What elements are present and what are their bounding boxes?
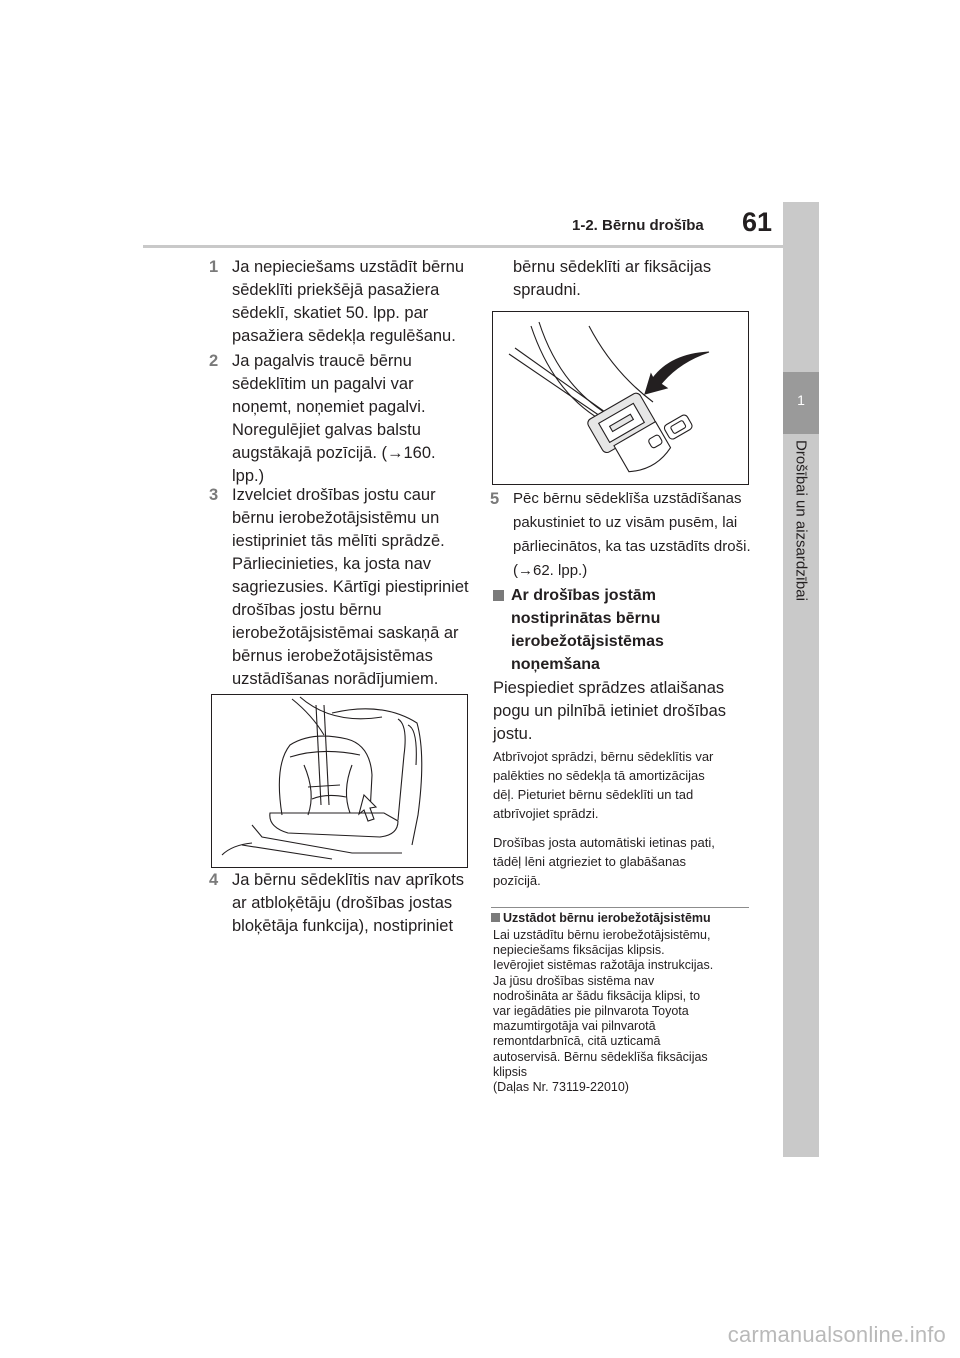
text-line: Ja pagalvis traucē bērnu [232,352,412,370]
text-line: lpp.) [232,467,265,485]
text-line: Ja nepieciešams uzstādīt bērnu [232,258,465,276]
text-line: bērnu ierobežotājsistēmu un [232,509,440,527]
text-line: (→62. lpp.) [513,562,588,579]
text-line: sēdeklī, skatiet 50. lpp. par [232,304,429,322]
text-line: Piespiediet sprādzes atlaišanas [493,679,725,697]
text-line: sagriezusies. Kārtīgi piestipriniet [232,578,469,596]
text-line: Drošības josta automātiski ietinas pati, [493,835,715,850]
text-line: palēkties no sēdekļa tā amortizācijas [493,768,705,783]
text-line: sēdeklītim un pagalvi var [232,375,414,393]
step-number: 3 [209,486,219,504]
text-line: Izvelciet drošības jostu caur [232,486,436,504]
text-line: uzstādīšanas norādījumiem. [232,670,439,688]
note-divider [491,907,749,908]
chapter-side-bar [783,202,819,1157]
step-number: 5 [490,490,500,508]
step-number: 2 [209,352,219,370]
text-line: jostu. [493,725,533,743]
bullet-square-icon [493,590,504,601]
section-subheading [511,584,664,676]
chapter-number: 1 [797,392,805,408]
text-line: augstākajā pozīcijā. (→160. [232,444,436,462]
caution-paragraph-1 [493,747,713,823]
text-line: pogu un pilnībā ietiniet drošības [493,702,726,720]
step-1 [209,256,465,348]
bullet-square-icon [491,913,500,922]
caution-paragraph-2 [493,833,715,890]
text-line: bērnu sēdeklīti ar fiksācijas [513,258,712,276]
subheading-line: Ar drošības jostām [511,587,656,604]
header-divider [143,245,783,248]
text-line: pasažiera sēdekļa regulēšanu. [232,327,456,345]
text-line: bērnus ierobežotājsistēmas [232,647,433,665]
text-line: noņemt, noņemiet pagalvi. [232,398,426,416]
text-line: drošības jostu bērnu [232,601,382,619]
note-body: Lai uzstādītu bērnu ierobežotājsistēmu, nepieciešams fiksācijas klipsis. Ievērojiet sistēmas ražotāja instrukcijas. Ja jūsu drošības sistēma nav nodrošināta ar šādu fiksācija klipsi, to var iegādāties pie pilnvarota Toyota mazumtirgotāja vai pilnvarotā remontdarbnīcā, citā uzticamā autoservisā. Bērnu sēdeklīša fiksācijas klipsis (Daļas Nr. 73119-22010) [493,928,714,1095]
text-line: pakustiniet to uz visām pusēm, lai [513,514,738,531]
step-number: 1 [209,258,219,276]
text-line: ar atbloķētāju (drošības jostas [232,894,453,912]
subheading-line: nostiprinātas bērnu [511,610,661,627]
note-heading [491,911,711,925]
text-line: Noregulējiet galvas balstu [232,421,421,439]
text-line: pozīcijā. [493,873,541,888]
text-line: ierobežotājsistēmai saskaņā ar [232,624,459,642]
subheading-line: noņemšana [511,656,600,673]
page-number: 61 [742,207,773,237]
step-4 [209,869,465,938]
step-5 [490,487,751,583]
text-line: sēdeklīti priekšējā pasažiera [232,281,440,299]
step-4-continued [513,256,711,302]
text-line: pārliecinātos, ka tas uzstādīts droši. [513,538,751,555]
instruction-paragraph [493,677,726,746]
child-seat-illustration [211,694,468,868]
watermark: carmanualsonline.info [727,1322,946,1347]
step-number: 4 [209,871,219,889]
step-2 [209,350,436,488]
text-line: atbrīvojiet sprādzi. [493,806,599,821]
text-line: tādēļ lēni atgrieziet to glabāšanas [493,854,686,869]
subheading-line: ierobežotājsistēmas [511,633,664,650]
text-line: Pārliecinieties, ka josta nav [232,555,432,573]
text-line: spraudni. [513,281,581,299]
note-heading-text: Uzstādot bērnu ierobežotājsistēmu [503,911,711,925]
step-3 [209,484,469,691]
text-line: Pēc bērnu sēdeklīša uzstādīšanas [513,490,742,507]
text-line: bloķētāja funkcija), nostipriniet [232,917,454,935]
locking-clip-illustration [492,311,749,485]
text-line: Ja bērnu sēdeklītis nav aprīkots [232,871,465,889]
text-line: dēļ. Pieturiet bērnu sēdeklīti un tad [493,787,694,802]
text-line: iestipriniet tās mēlīti sprādzē. [232,532,445,550]
section-title: 1-2. Bērnu drošība [572,217,704,234]
text-line: Atbrīvojot sprādzi, bērnu sēdeklītis var [493,749,714,764]
chapter-title: Drošībai un aizsardzībai [792,440,810,601]
